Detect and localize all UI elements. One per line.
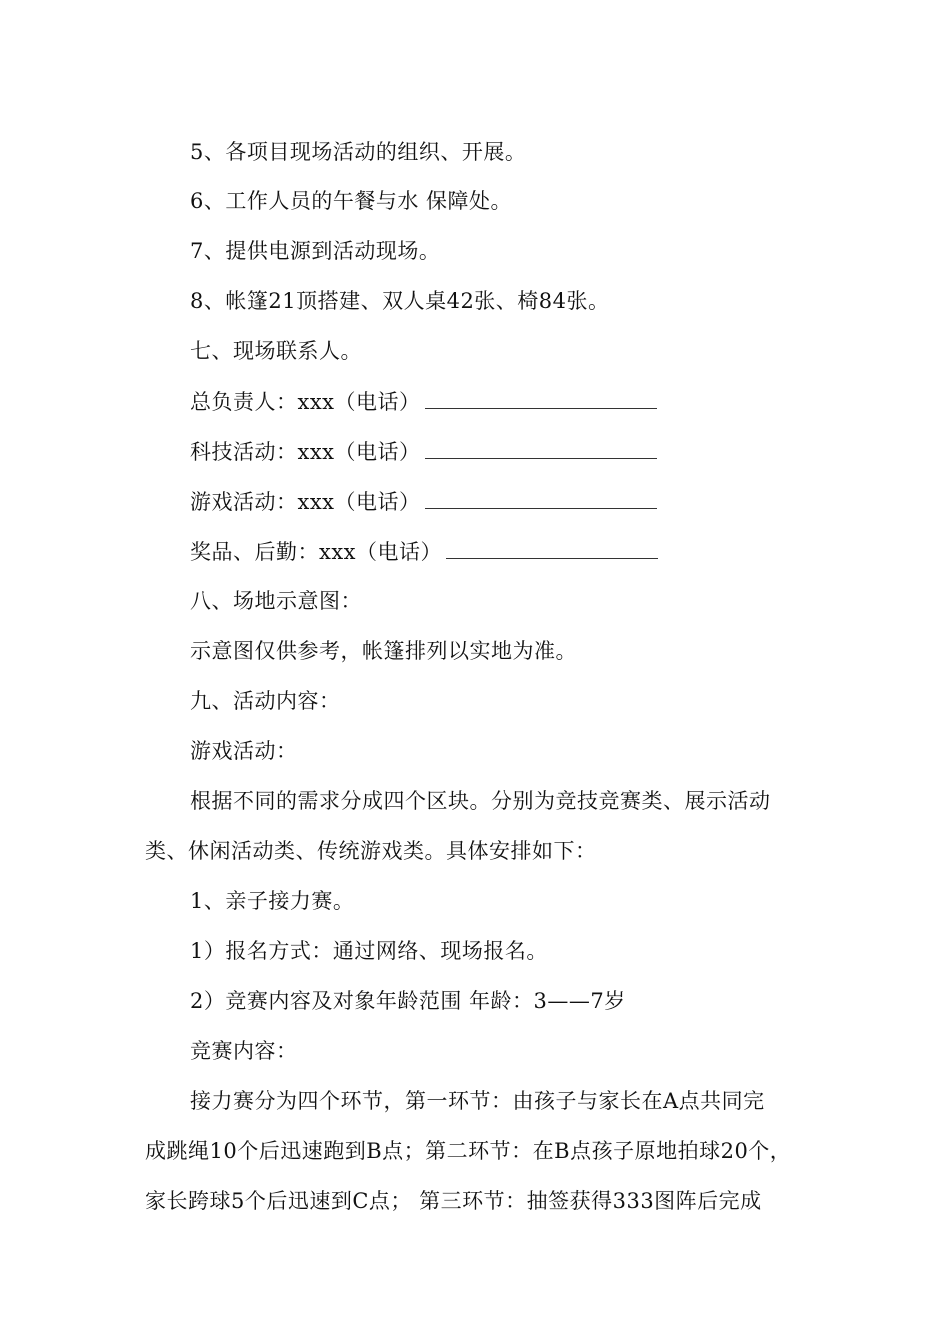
paragraph-line: 类、休闲活动类、传统游戏类。具体安排如下： — [145, 839, 597, 863]
contact-row — [190, 536, 658, 567]
paragraph-line: 家长跨球5个后迅速到C点； 第三环节：抽签获得333图阵后完成 — [145, 1189, 762, 1213]
fill-in-blank — [425, 436, 657, 459]
list-item: 7、提供电源到活动现场。 — [190, 239, 441, 263]
list-item: 2）竞赛内容及对象年龄范围 年龄：3——7岁 — [190, 989, 626, 1013]
paragraph-line: 成跳绳10个后迅速跑到B点；第二环节：在B点孩子原地拍球20个， — [145, 1139, 792, 1163]
list-item: 5、各项目现场活动的组织、开展。 — [190, 140, 527, 164]
fill-in-blank — [425, 386, 657, 409]
contact-label: 总负责人：xxx（电话） — [190, 390, 421, 414]
list-item: 1、亲子接力赛。 — [190, 889, 355, 913]
subheading: 游戏活动： — [190, 739, 298, 763]
fill-in-blank — [446, 536, 658, 559]
paragraph-line: 根据不同的需求分成四个区块。分别为竞技竞赛类、展示活动 — [190, 789, 771, 813]
list-item: 8、帐篷21顶搭建、双人桌42张、椅84张。 — [190, 289, 610, 313]
contact-row — [190, 486, 657, 517]
fill-in-blank — [425, 486, 657, 509]
subheading: 竞赛内容： — [190, 1039, 298, 1063]
section-heading: 九、活动内容： — [190, 689, 341, 713]
contact-row — [190, 386, 657, 417]
contact-label: 奖品、后勤：xxx（电话） — [190, 540, 443, 564]
paragraph: 示意图仅供参考，帐篷排列以实地为准。 — [190, 639, 577, 663]
paragraph-line: 接力赛分为四个环节，第一环节：由孩子与家长在A点共同完 — [190, 1089, 765, 1113]
contact-row — [190, 436, 657, 467]
list-item: 1）报名方式：通过网络、现场报名。 — [190, 939, 548, 963]
list-item: 6、工作人员的午餐与水 保障处。 — [190, 189, 513, 213]
section-heading: 八、场地示意图： — [190, 589, 362, 613]
contact-label: 科技活动：xxx（电话） — [190, 440, 421, 464]
section-heading: 七、现场联系人。 — [190, 339, 362, 363]
contact-label: 游戏活动：xxx（电话） — [190, 490, 421, 514]
